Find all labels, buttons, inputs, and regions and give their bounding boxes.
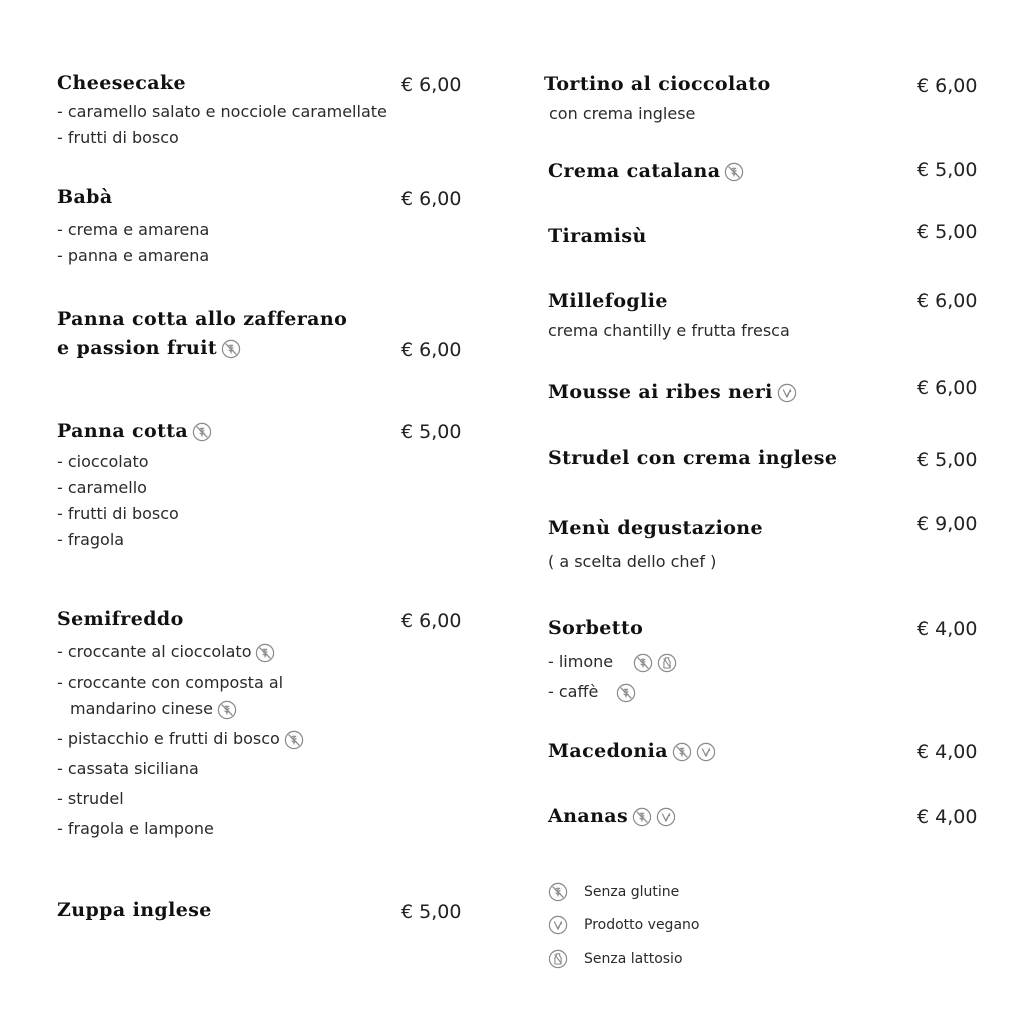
item-title-text: Macedonia [548,740,668,762]
item-price-panna-cotta: € 5,00 [401,421,462,443]
item-title-cheesecake: Cheesecake [57,72,187,94]
item-title-text: e passion fruit [57,337,218,359]
item-title-panna-zafferano-line2 [57,337,241,359]
gluten-free-icon [255,643,275,663]
item-title-baba: Babà [57,186,113,208]
legend-gluten-free [548,882,679,902]
item-desc-line [57,642,275,663]
item-desc-line: con crema inglese [549,104,696,123]
gluten-free-icon [221,339,241,359]
item-title-tortino: Tortino al cioccolato [544,73,771,95]
legend-vegan [548,915,699,935]
item-price-strudel: € 5,00 [917,449,978,471]
item-title-macedonia [548,740,716,762]
item-price-sorbetto: € 4,00 [917,618,978,640]
legend-lactose-free [548,949,683,969]
legend-label: Senza glutine [584,884,680,900]
item-desc-line: - frutti di bosco [57,128,179,147]
item-desc-line: ( a scelta dello chef ) [548,552,717,571]
item-desc-line [57,729,304,750]
item-title-menu: Menù degustazione [548,517,764,539]
item-title-mousse [548,381,797,403]
item-title-zuppa: Zuppa inglese [57,899,212,921]
item-desc-line: - cassata siciliana [57,759,199,778]
item-title-semifreddo: Semifreddo [57,608,184,630]
gluten-free-icon [633,653,653,673]
item-desc-text: mandarino cinese [70,699,213,718]
item-price-baba: € 6,00 [401,188,462,210]
item-desc-text: - pistacchio e frutti di bosco [57,729,280,748]
item-price-zuppa: € 5,00 [401,901,462,923]
vegan-icon [656,807,676,827]
item-title-text: Panna cotta [57,420,189,442]
vegan-icon [548,915,568,935]
item-desc-line: - panna e amarena [57,246,210,265]
item-desc-line: - cioccolato [57,452,149,471]
item-desc-line [70,699,237,720]
item-price-mousse: € 6,00 [917,377,978,399]
gluten-free-icon [284,730,304,750]
vegan-icon [777,383,797,403]
item-title-strudel: Strudel con crema inglese [548,447,838,469]
gluten-free-icon [632,807,652,827]
item-title-text: Mousse ai ribes neri [548,381,773,403]
gluten-free-icon [217,700,237,720]
item-title-panna-cotta [57,420,212,442]
item-desc-line: - caramello [57,478,147,497]
item-price-cheesecake: € 6,00 [401,74,462,96]
legend-label: Senza lattosio [584,951,683,967]
item-title-millefoglie: Millefoglie [548,290,668,312]
item-desc-line: - caramello salato e nocciole caramellate [57,102,387,121]
item-title-text: Crema catalana [548,160,721,182]
item-desc-line [548,652,677,673]
item-desc-line: - crema e amarena [57,220,210,239]
item-desc-text: - limone [548,652,614,671]
item-title-crema-catalana [548,160,744,182]
item-price-panna-zafferano: € 6,00 [401,339,462,361]
item-title-ananas [548,805,676,827]
item-price-tiramisu: € 5,00 [917,221,978,243]
item-price-crema-catalana: € 5,00 [917,159,978,181]
item-desc-line: crema chantilly e frutta fresca [548,321,790,340]
item-desc-text: - caffè [548,682,599,701]
item-price-ananas: € 4,00 [917,806,978,828]
item-title-text: Ananas [548,805,629,827]
item-desc-line: - strudel [57,789,124,808]
gluten-free-icon [724,162,744,182]
item-price-millefoglie: € 6,00 [917,290,978,312]
vegan-icon [696,742,716,762]
item-desc-line: - fragola [57,530,125,549]
item-desc-line: - fragola e lampone [57,819,214,838]
gluten-free-icon [548,882,568,902]
item-title-sorbetto: Sorbetto [548,617,644,639]
gluten-free-icon [672,742,692,762]
item-desc-line [548,682,636,703]
gluten-free-icon [192,422,212,442]
legend-label: Prodotto vegano [584,917,700,933]
gluten-free-icon [616,683,636,703]
item-title-panna-zafferano: Panna cotta allo zafferano [57,308,348,330]
item-price-macedonia: € 4,00 [917,741,978,763]
item-desc-text: - croccante al cioccolato [57,642,252,661]
item-price-semifreddo: € 6,00 [401,610,462,632]
lactose-free-icon [657,653,677,673]
lactose-free-icon [548,949,568,969]
item-title-tiramisu: Tiramisù [548,225,647,247]
item-price-tortino: € 6,00 [917,75,978,97]
item-desc-line: - croccante con composta al [57,673,284,692]
item-desc-line: - frutti di bosco [57,504,179,523]
item-price-menu: € 9,00 [917,513,978,535]
